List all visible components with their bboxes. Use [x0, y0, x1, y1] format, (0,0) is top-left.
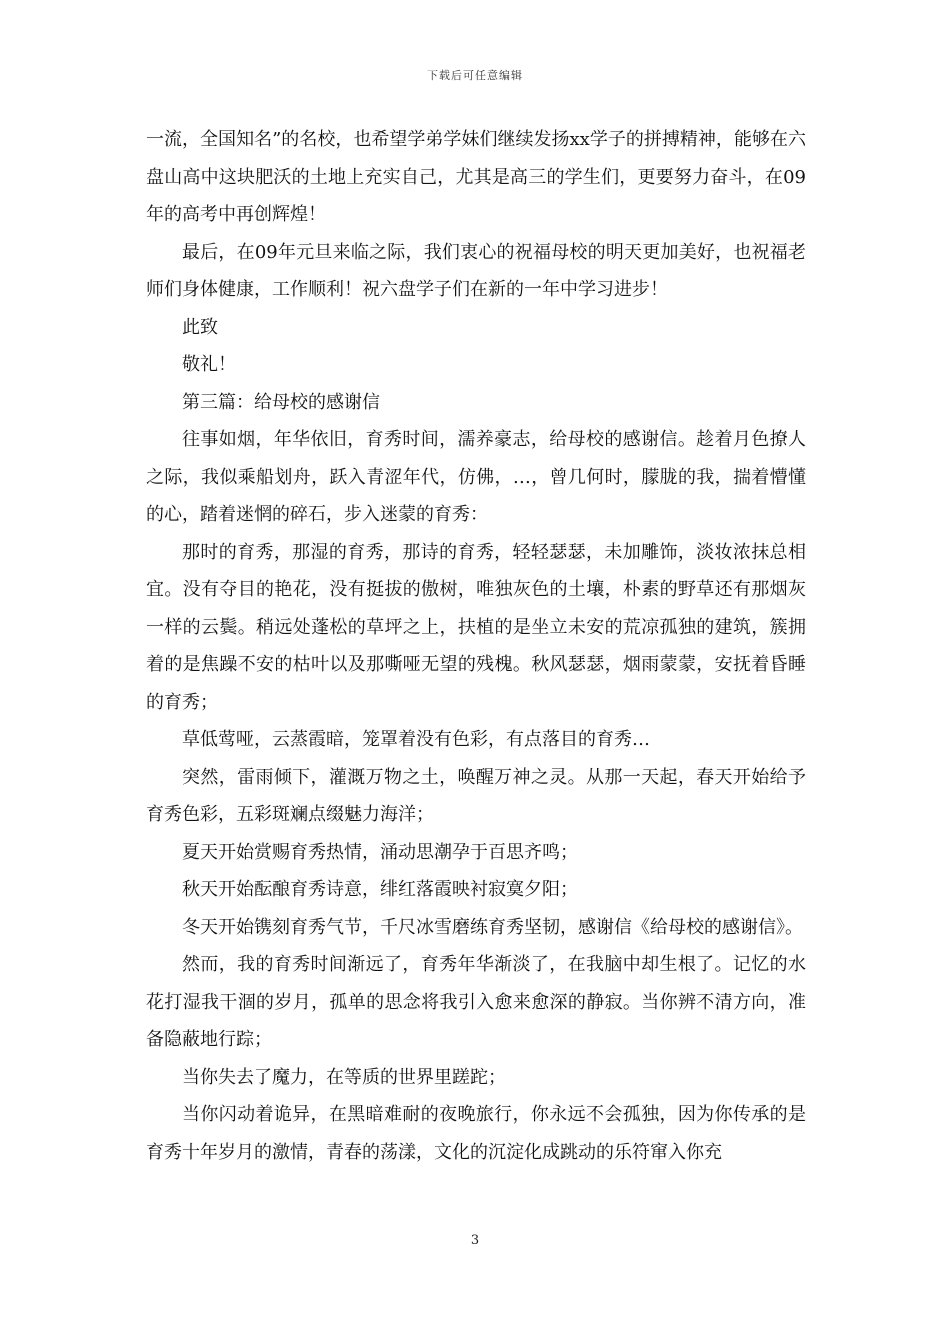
paragraph: 此致 [182, 316, 218, 338]
paragraph: 一流，全国知名”的名校，也希望学弟学妹们继续发扬xx学子的拼搏精神，能够在六盘山高中这块肥沃的土地上充实自己，尤其是高三的学生们，更要努力奋斗，在09年的高考中再创辉煌！ [146, 129, 806, 225]
document-body [146, 121, 806, 1171]
paragraph: 草低莺哑，云蒸霞暗，笼罩着没有色彩，有点落目的育秀… [182, 729, 650, 750]
paragraph: 夏天开始赏赐育秀热情，涌动思潮孕于百思齐鸣； [182, 841, 578, 863]
paragraph: 当你闪动着诡异，在黑暗难耐的夜晚旅行，你永远不会孤独，因为你传承的是育秀十年岁月的激情，青春的荡漾，文化的沉淀化成跳动的乐符窜入你充 [146, 1104, 806, 1163]
page-header: 下载后可任意编辑 [427, 69, 523, 82]
paragraph: 秋天开始酝酿育秀诗意，绯红落霞映衬寂寞夕阳； [182, 879, 578, 900]
page-number: 3 [470, 1233, 480, 1248]
paragraph: 冬天开始镌刻育秀气节，千尺冰雪磨练育秀坚韧，感谢信《给母校的感谢信》。 [182, 916, 803, 938]
paragraph: 那时的育秀，那湿的育秀，那诗的育秀，轻轻瑟瑟，未加雕饰，淡妆浓抹总相宜。没有夺目的艳花，没有挺拔的傲树，唯独灰色的土壤，朴素的野草还有那烟灰一样的云鬓。稍远处蓬松的草坪之上，扶植的是坐立未安的荒凉孤独的建筑，簇拥着的是焦躁不安的枯叶以及那嘶哑无望的残槐。秋风瑟瑟，烟雨蒙蒙，安抚着昏睡的育秀； [146, 541, 806, 713]
paragraph: 最后，在09年元旦来临之际，我们衷心的祝福母校的明天更加美好，也祝福老师们身体健康，工作顺利！祝六盘学子们在新的一年中学习进步！ [146, 241, 806, 300]
paragraph: 当你失去了魔力，在等质的世界里蹉跎； [182, 1066, 506, 1088]
paragraph: 往事如烟，年华依旧，育秀时间，濡养豪志，给母校的感谢信。趁着月色撩人之际，我似乘船划舟，跃入青涩年代，仿佛，…，曾几何时，朦胧的我，揣着懵懂的心，踏着迷惘的碎石，步入迷蒙的育秀： [146, 429, 806, 525]
paragraph: 然而，我的育秀时间渐远了，育秀年华渐淡了，在我脑中却生根了。记忆的水花打湿我干涸的岁月，孤单的思念将我引入愈来愈深的静寂。当你辨不清方向，准备隐蔽地行踪； [146, 954, 806, 1050]
paragraph: 突然，雷雨倾下，灌溉万物之土，唤醒万神之灵。从那一天起，春天开始给予育秀色彩，五彩斑斓点缀魅力海洋； [146, 766, 806, 825]
section-heading: 第三篇：给母校的感谢信 [182, 391, 380, 413]
paragraph: 敬礼！ [182, 354, 236, 375]
